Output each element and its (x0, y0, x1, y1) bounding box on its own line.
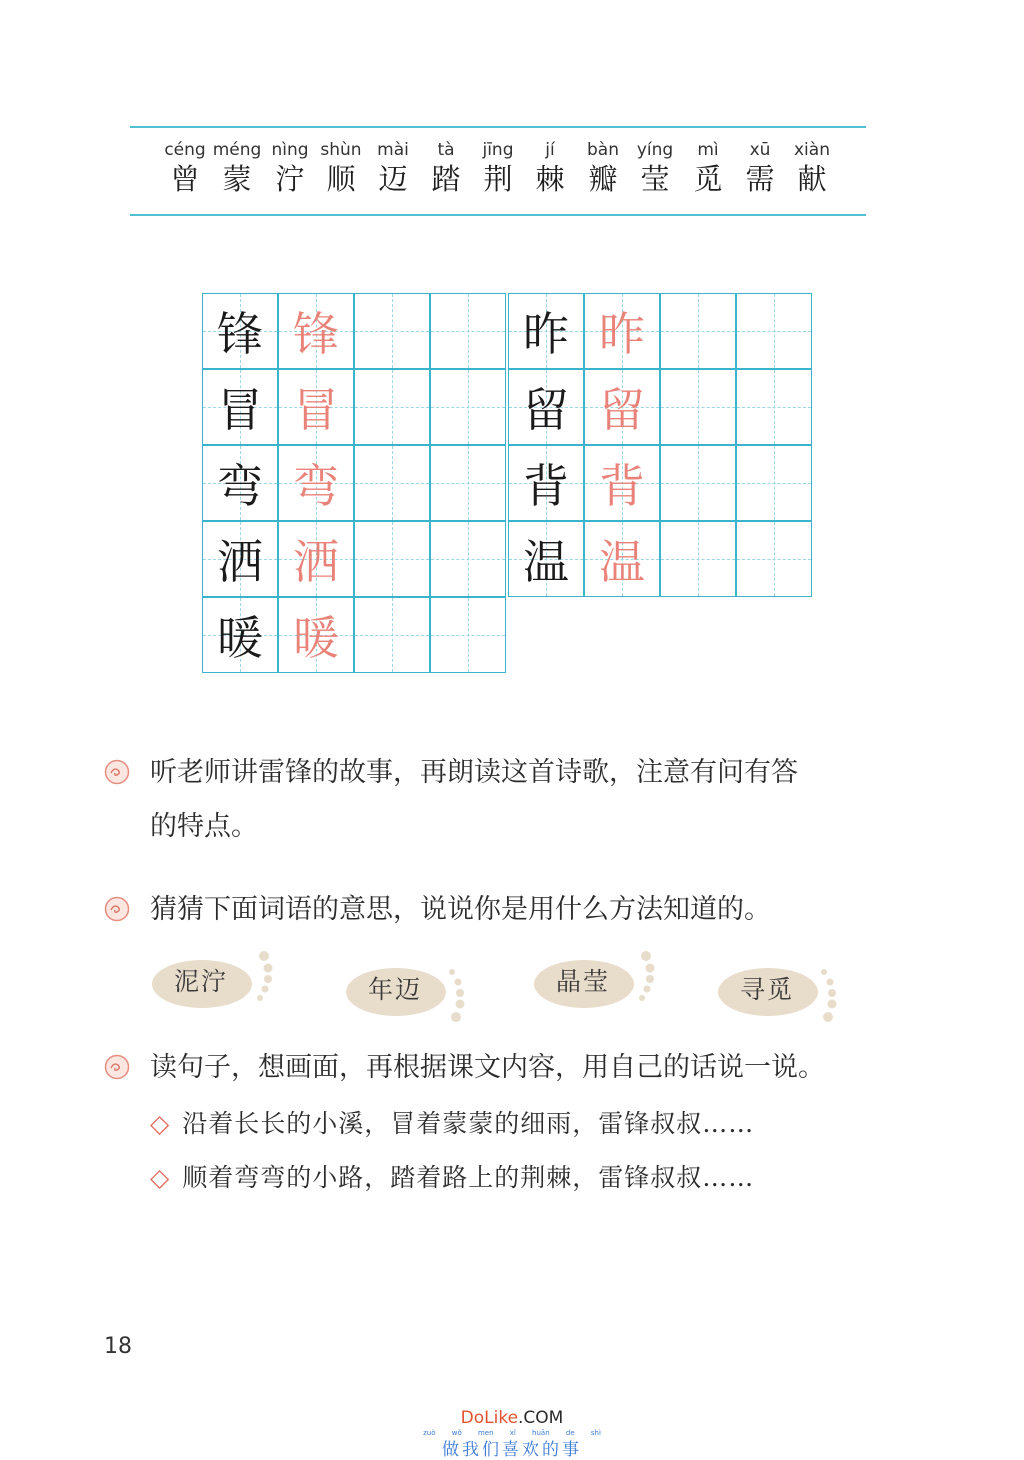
page-number: 18 (104, 1334, 132, 1359)
vocab-item (678, 138, 738, 196)
grid-cell[interactable] (354, 597, 430, 673)
grid-cell (202, 369, 278, 445)
model-char: 温 (523, 535, 569, 589)
vocab-band (130, 126, 866, 216)
model-char: 洒 (217, 535, 263, 589)
grid-cell[interactable] (736, 293, 812, 369)
watermark (0, 1408, 1024, 1460)
hanzi: 需 (745, 162, 775, 196)
hanzi: 觅 (693, 162, 723, 196)
hanzi: 棘 (535, 162, 565, 196)
grid-cell (202, 521, 278, 597)
grid-cell[interactable] (660, 293, 736, 369)
grid-cell[interactable] (660, 369, 736, 445)
swirl-bullet-icon (104, 759, 130, 785)
hanzi: 踏 (431, 162, 461, 196)
grid-cell[interactable] (354, 369, 430, 445)
trace-char: 洒 (293, 535, 339, 589)
trace-char: 温 (599, 535, 645, 589)
vocab-item (363, 138, 423, 196)
grid-cell[interactable] (660, 521, 736, 597)
footprint-card (152, 948, 282, 1014)
task-1-line-1: 听老师讲雷锋的故事，再朗读这首诗歌，注意有问有答 (150, 757, 798, 788)
vocab-item (782, 138, 842, 196)
sentence-2 (150, 1158, 754, 1194)
diamond-icon: ◇ (150, 1109, 171, 1138)
sentence-2-text: 顺着弯弯的小路，踏着路上的荆棘，雷锋叔叔…… (182, 1163, 755, 1192)
grid-cell (508, 369, 584, 445)
footprint-card (346, 962, 476, 1028)
trace-char: 背 (599, 459, 645, 513)
hanzi: 莹 (640, 162, 670, 196)
sentence-1 (150, 1104, 754, 1140)
task-1 (104, 746, 904, 854)
grid-cell[interactable] (736, 521, 812, 597)
pinyin: mài (377, 140, 409, 160)
grid-cell (202, 293, 278, 369)
pinyin: nìng (271, 140, 309, 160)
grid-cell (584, 521, 660, 597)
model-char: 留 (523, 383, 569, 437)
trace-char: 留 (599, 383, 645, 437)
vocab-item (730, 138, 790, 196)
model-char: 暖 (217, 611, 263, 665)
pinyin: xū (749, 140, 771, 160)
hanzi: 荆 (483, 162, 513, 196)
grid-cell (278, 445, 354, 521)
word: 晶莹 (556, 967, 611, 996)
task-2-text: 猜猜下面词语的意思，说说你是用什么方法知道的。 (150, 894, 771, 925)
vocab-item (155, 138, 215, 196)
grid-cell (278, 293, 354, 369)
vocab-item (311, 138, 371, 196)
swirl-bullet-icon (104, 896, 130, 922)
word: 年迈 (368, 975, 423, 1004)
hanzi: 蒙 (222, 162, 252, 196)
model-char: 弯 (217, 459, 263, 513)
trace-char: 锋 (293, 307, 339, 361)
grid-cell (508, 293, 584, 369)
grid-cell[interactable] (354, 445, 430, 521)
model-char: 冒 (217, 383, 263, 437)
grid-cell (508, 521, 584, 597)
grid-cell[interactable] (736, 445, 812, 521)
pinyin: céng (164, 140, 206, 160)
grid-cell[interactable] (430, 445, 506, 521)
hanzi: 献 (797, 162, 827, 196)
word: 泥泞 (174, 967, 229, 996)
vocab-item (520, 138, 580, 196)
pinyin: jí (545, 140, 555, 160)
footprint-card (534, 948, 664, 1014)
pinyin: mì (697, 140, 719, 160)
watermark-pinyin: zuò wǒ men xǐ huān de shì (423, 1429, 601, 1437)
grid-cell[interactable] (354, 521, 430, 597)
model-char: 昨 (523, 307, 569, 361)
vocab-item (573, 138, 633, 196)
trace-char: 昨 (599, 307, 645, 361)
grid-cell[interactable] (660, 445, 736, 521)
grid-cell (584, 369, 660, 445)
sentence-1-text: 沿着长长的小溪，冒着蒙蒙的细雨，雷锋叔叔…… (182, 1109, 755, 1138)
vocab-item (207, 138, 267, 196)
grid-cell (278, 521, 354, 597)
hanzi: 顺 (326, 162, 356, 196)
grid-cell[interactable] (354, 293, 430, 369)
pinyin: jīng (482, 140, 514, 160)
diamond-icon: ◇ (150, 1163, 171, 1192)
watermark-chinese: 做我们喜欢的事 (442, 1440, 582, 1460)
task-2 (104, 883, 904, 937)
pinyin: shùn (320, 140, 362, 160)
vocab-item (416, 138, 476, 196)
grid-cell[interactable] (430, 521, 506, 597)
word: 寻觅 (740, 975, 795, 1004)
hanzi: 泞 (275, 162, 305, 196)
model-char: 背 (523, 459, 569, 513)
grid-cell[interactable] (430, 293, 506, 369)
grid-cell[interactable] (736, 369, 812, 445)
vocab-item (625, 138, 685, 196)
task-3-text: 读句子，想画面，再根据课文内容，用自己的话说一说。 (150, 1052, 825, 1083)
pinyin: tà (437, 140, 455, 160)
grid-cell (278, 597, 354, 673)
task-1-text (150, 746, 904, 854)
trace-char: 弯 (293, 459, 339, 513)
pinyin: bàn (587, 140, 619, 160)
pinyin: xiàn (794, 140, 830, 160)
task-1-line-2: 的特点。 (150, 811, 258, 842)
model-char: 锋 (217, 307, 263, 361)
hanzi: 迈 (378, 162, 408, 196)
footprint-card (718, 962, 848, 1028)
vocab-item (468, 138, 528, 196)
grid-cell (584, 293, 660, 369)
pinyin: méng (212, 140, 262, 160)
swirl-bullet-icon (104, 1054, 130, 1080)
brand-part-a: DoLike (460, 1408, 519, 1428)
task-3 (104, 1041, 904, 1095)
watermark-brand (461, 1408, 564, 1428)
trace-char: 暖 (293, 611, 339, 665)
hanzi: 曾 (170, 162, 200, 196)
hanzi: 瓣 (588, 162, 618, 196)
grid-cell (278, 369, 354, 445)
trace-char: 冒 (293, 383, 339, 437)
grid-cell (508, 445, 584, 521)
grid-cell (584, 445, 660, 521)
grid-cell[interactable] (430, 597, 506, 673)
grid-cell (202, 597, 278, 673)
grid-cell[interactable] (430, 369, 506, 445)
grid-cell (202, 445, 278, 521)
brand-part-b: .COM (518, 1408, 564, 1428)
pinyin: yíng (636, 140, 674, 160)
